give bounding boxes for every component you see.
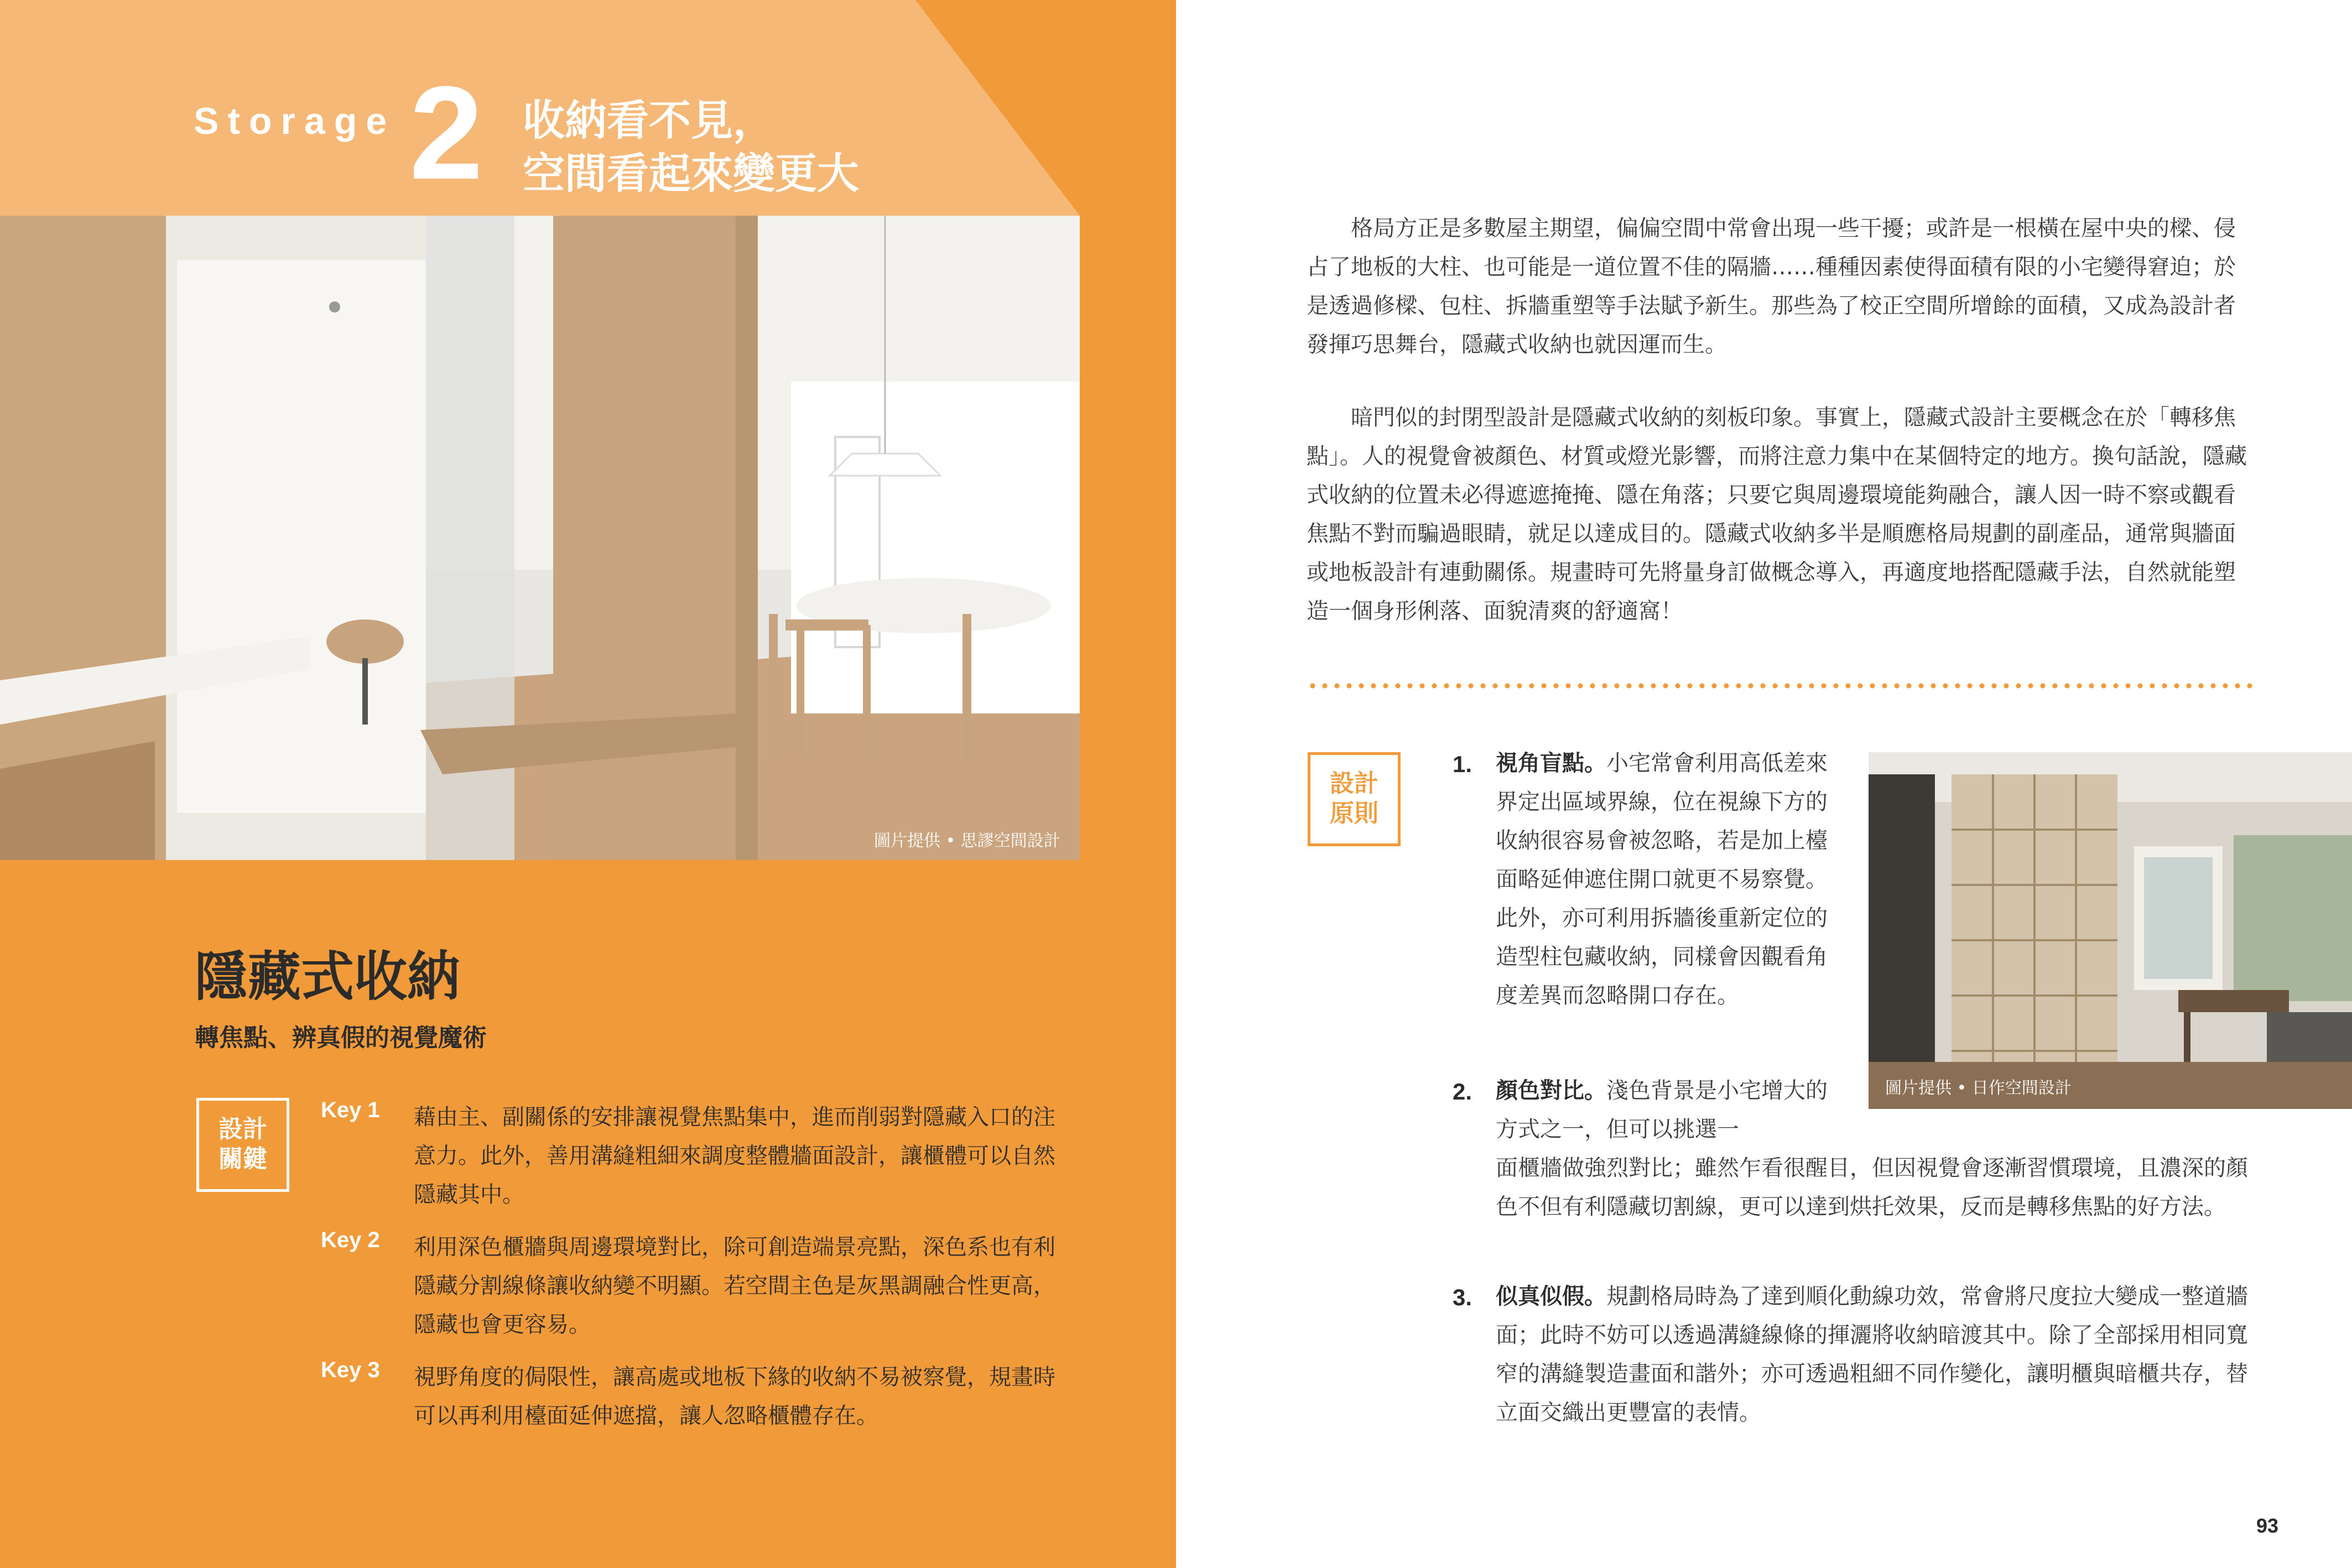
section-title: 隱藏式收納 <box>195 946 460 1008</box>
key-text: 視野角度的侷限性，讓高處或地板下緣的收納不易被察覺，規畫時可以再利用檯面延伸遮擋，讓人忽略櫃體存在。 <box>414 1364 1055 1429</box>
principle-2-body-a: 淺色背景是小宅增大的方式之一，但可以挑選一 <box>1496 1078 1828 1142</box>
principle-2-body-b: 面櫃牆做強烈對比；雖然乍看很醒目，但因視覺會逐漸習慣環境，且濃深的顏色不但有利隱藏切割線，更可以達到烘托效果，反而是轉移焦點的好方法。 <box>1496 1155 2248 1220</box>
interior-photo-2-illustration <box>1869 752 2352 1109</box>
key-text: 藉由主、副關係的安排讓視覺焦點集中，進而削弱對隱藏入口的注意力。此外，善用溝縫粗細來調度整體牆面設計，讓櫃體可以自然隱藏其中。 <box>414 1105 1055 1207</box>
chapter-title-line1: 收納看不見， <box>523 96 775 145</box>
chapter-header <box>0 0 1176 216</box>
section-subtitle: 轉焦點、辨真假的視覺魔術 <box>195 1024 487 1052</box>
photo-credit-2: 圖片提供 • 日作空間設計 <box>1885 1079 2072 1098</box>
chapter-title-line2: 空間看起來變更大 <box>523 149 859 198</box>
principle-2-number: 2. <box>1453 1079 1472 1105</box>
key-text: 利用深色櫃牆與周邊環境對比，除可創造端景亮點，深色系也有利隱藏分割線條讓收納變不明顯。若空間主色是灰黑調融合性更高，隱藏也會更容易。 <box>414 1234 1055 1337</box>
interior-photo-1-illustration <box>0 216 1080 860</box>
design-key-badge-line1: 設計 <box>218 1115 267 1143</box>
design-principle-badge <box>1308 752 1401 846</box>
principle-3-text <box>1496 1277 2252 1432</box>
principle-1-number: 1. <box>1453 751 1472 777</box>
principle-3-number: 3. <box>1453 1284 1472 1310</box>
chapter-number: 2 <box>409 59 483 207</box>
interior-photo-1 <box>0 216 1080 860</box>
principle-3-body: 規劃格局時為了達到順化動線功效，常會將尺度拉大變成一整道牆面；此時不妨可以透過溝縫線條的揮灑將收納暗渡其中。除了全部採用相同寬窄的溝縫製造畫面和諧外；亦可透過粗細不同作變化，讓明櫃與暗櫃共存，替立面交織出更豐富的表情。 <box>1496 1284 2248 1425</box>
key-label: Key 1 <box>321 1098 380 1122</box>
page-number: 93 <box>2256 1514 2279 1537</box>
design-key-badge-line2: 關鍵 <box>218 1145 267 1173</box>
principle-2-title: 顏色對比。 <box>1496 1078 1606 1103</box>
design-key-badge <box>196 1098 289 1192</box>
key-label: Key 3 <box>321 1358 380 1382</box>
photo-credit-1: 圖片提供 • 思謬空間設計 <box>874 831 1060 851</box>
principle-1-text <box>1496 744 1840 1015</box>
intro-paragraph-1: 格局方正是多數屋主期望，偏偏空間中常會出現一些干擾；或許是一根橫在屋中央的樑、侵占了地板的大柱、也可能是一道位置不佳的隔牆……種種因素使得面積有限的小宅變得窘迫；於是透過修樑、包柱、拆牆重塑等手法賦予新生。那些為了校正空間所增餘的面積，又成為設計者發揮巧思舞台，隱藏式收納也就因運而生。 <box>1307 216 2236 357</box>
principle-2-text-top <box>1496 1071 1840 1149</box>
storage-label: Storage <box>194 100 396 142</box>
design-principle-badge-line1: 設計 <box>1330 769 1378 798</box>
right-page <box>1176 0 2352 1568</box>
intro-paragraph-2: 暗門似的封閉型設計是隱藏式收納的刻板印象。事實上，隱藏式設計主要概念在於「轉移焦點」。人的視覺會被顏色、材質或燈光影響，而將注意力集中在某個特定的地方。換句話說，隱藏式收納的位置未必得遮遮掩掩、隱在角落；只要它與周邊環境能夠融合，讓人因一時不察或觀看焦點不對而騙過眼睛，就足以達成目的。隱藏式收納多半是順應格局規劃的副產品，通常與牆面或地板設計有連動關係。規畫時可先將量身訂做概念導入，再適度地搭配隱藏手法，自然就能塑造一個身形俐落、面貌清爽的舒適窩！ <box>1307 405 2247 624</box>
principle-1-body: 小宅常會利用高低差來界定出區域界線，位在視線下方的收納很容易會被忽略，若是加上檯面略延伸遮住開口就更不易察覺。此外，亦可利用拆牆後重新定位的造型柱包藏收納，同樣會因觀看角度差異而忽略開口存在。 <box>1496 751 1828 1008</box>
key-label: Key 2 <box>321 1228 380 1252</box>
interior-photo-2 <box>1869 752 2352 1109</box>
principle-3-title: 似真似假。 <box>1496 1284 1606 1309</box>
principle-1-title: 視角盲點。 <box>1496 751 1606 776</box>
chapter-title <box>523 94 859 200</box>
dotted-divider <box>1307 683 2252 689</box>
design-principle-badge-line2: 原則 <box>1330 799 1378 827</box>
